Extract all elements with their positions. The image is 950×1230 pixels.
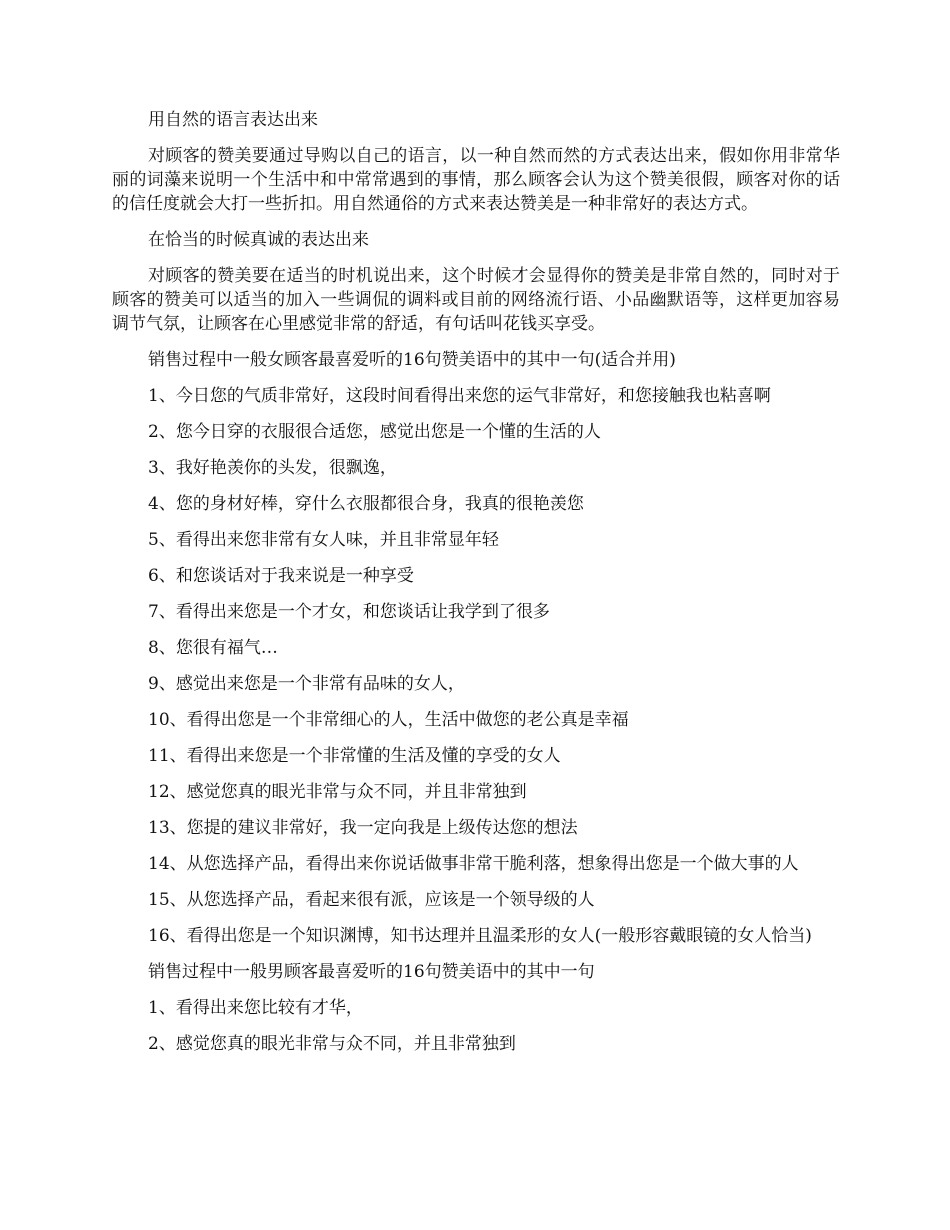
list-item: 16、看得出您是一个知识渊博，知书达理并且温柔形的女人(一般形容戴眼镜的女人恰当) [148,926,812,946]
list-item: 1、看得出来您比较有才华， [148,998,363,1018]
list-item: 6、和您谈话对于我来说是一种享受 [148,566,414,586]
list-item: 5、看得出来您非常有女人味，并且非常显年轻 [148,530,499,550]
list-item: 15、从您选择产品，看起来很有派，应该是一个领导级的人 [148,890,595,910]
list-item: 10、看得出您是一个非常细心的人，生活中做您的老公真是幸福 [148,710,629,730]
list-item: 1、今日您的气质非常好，这段时间看得出来您的运气非常好，和您接触我也粘喜啊 [148,386,771,406]
male-compliment-list [112,996,840,1056]
list-item: 11、看得出来您是一个非常懂的生活及懂的享受的女人 [148,746,561,766]
female-compliment-list [112,384,840,948]
male-list-title: 销售过程中一般男顾客最喜爱听的16句赞美语中的其中一句 [148,962,595,982]
female-list-title: 销售过程中一般女顾客最喜爱听的16句赞美语中的其中一句(适合并用) [148,350,676,370]
section-heading-timing: 在恰当的时候真诚的表达出来 [148,230,369,250]
list-item: 2、感觉您真的眼光非常与众不同，并且非常独到 [148,1034,516,1054]
list-item: 3、我好艳羡你的头发，很飘逸， [148,458,397,478]
document-page [112,108,840,1068]
list-item: 8、您很有福气… [148,638,278,658]
list-item: 12、感觉您真的眼光非常与众不同，并且非常独到 [148,782,527,802]
list-item: 13、您提的建议非常好，我一定向我是上级传达您的想法 [148,818,578,838]
section-heading-natural-language: 用自然的语言表达出来 [148,110,318,130]
list-item: 14、从您选择产品，看得出来你说话做事非常干脆利落，想象得出您是一个做大事的人 [148,854,799,874]
paragraph-timing: 对顾客的赞美要在适当的时机说出来，这个时候才会显得你的赞美是非常自然的，同时对于顾客的赞美可以适当的加入一些调侃的调料或目前的网络流行语、小品幽默语等，这样更加容易调节气氛，让顾客在心里感觉非常的舒适，有句话叫花钱买享受。 [112,266,840,334]
list-item: 9、感觉出来您是一个非常有品味的女人， [148,674,465,694]
paragraph-natural-language: 对顾客的赞美要通过导购以自己的语言，以一种自然而然的方式表达出来，假如你用非常华丽的词藻来说明一个生活中和中常常遇到的事情，那么顾客会认为这个赞美很假，顾客对你的话的信任度就会大打一些折扣。用自然通俗的方式来表达赞美是一种非常好的表达方式。 [112,146,840,214]
list-item: 7、看得出来您是一个才女，和您谈话让我学到了很多 [148,602,550,622]
list-item: 4、您的身材好棒，穿什么衣服都很合身，我真的很艳羡您 [148,494,584,514]
list-item: 2、您今日穿的衣服很合适您，感觉出您是一个懂的生活的人 [148,422,601,442]
